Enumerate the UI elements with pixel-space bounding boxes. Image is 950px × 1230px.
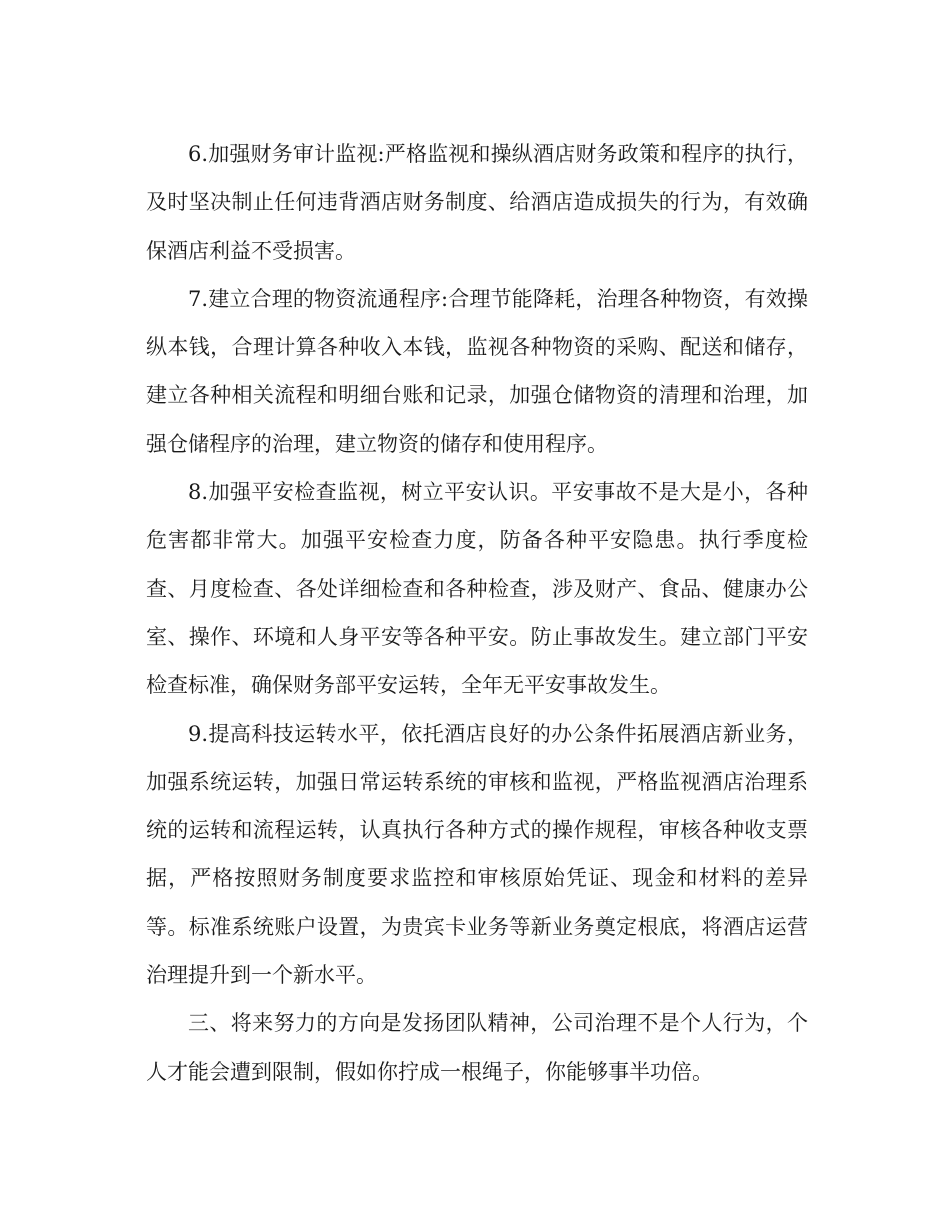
paragraph-7-material-flow: 7.建立合理的物资流通程序:合理节能降耗，治理各种物资，有效操纵本钱，合理计算各种收入本钱，监视各种物资的采购、配送和储存，建立各种相关流程和明细台账和记录，加强仓储物资的清理和治理，加强仓储程序的治理，建立物资的储存和使用程序。 [146, 286, 808, 456]
document-body [146, 130, 808, 1096]
paragraph-6-financial-audit: 6.加强财务审计监视:严格监视和操纵酒店财务政策和程序的执行，及时坚决制止任何违背酒店财务制度、给酒店造成损失的行为，有效确保酒店利益不受损害。 [146, 142, 808, 263]
paragraph-9-technology-operation: 9.提高科技运转水平，依托酒店良好的办公条件拓展酒店新业务，加强系统运转，加强日常运转系统的审核和监视，严格监视酒店治理系统的运转和流程运转，认真执行各种方式的操作规程，审核各种收支票据，严格按照财务制度要求监控和审核原始凭证、现金和材料的差异等。标准系统账户设置，为贵宾卡业务等新业务奠定根底，将酒店运营治理提升到一个新水平。 [146, 721, 808, 988]
paragraph-future-direction: 三、将来努力的方向是发扬团队精神，公司治理不是个人行为，个人才能会遭到限制，假如你拧成一根绳子，你能够事半功倍。 [146, 1011, 808, 1084]
paragraph-8-safety-inspection: 8.加强平安检查监视，树立平安认识。平安事故不是大是小，各种危害都非常大。加强平安检查力度，防备各种平安隐患。执行季度检查、月度检查、各处详细检查和各种检查，涉及财产、食品、健康办公室、操作、环境和人身平安等各种平安。防止事故发生。建立部门平安检查标准，确保财务部平安运转，全年无平安事故发生。 [146, 480, 808, 698]
